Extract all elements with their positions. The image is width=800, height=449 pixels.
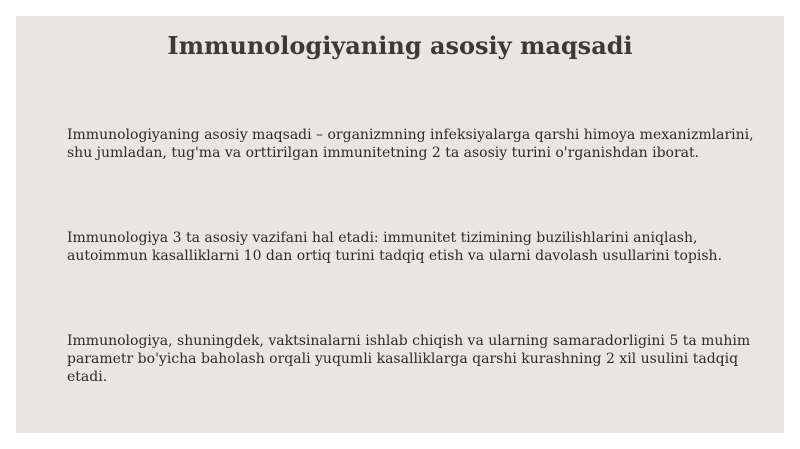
paragraph-goal: Immunologiyaning asosiy maqsadi – organizmning infeksiyalarga qarshi himoya mexanizmlarini, shu jumladan, tug'ma va orttirilgan immunitetning 2 ta asosiy turini o'rganishdan iborat.	[67, 127, 754, 161]
slide-title: Immunologiyaning asosiy maqsadi	[167, 31, 633, 60]
slide	[16, 16, 784, 433]
paragraph-tasks: Immunologiya 3 ta asosiy vazifani hal etadi: immunitet tizimining buzilishlarini aniqlash, autoimmun kasalliklarni 10 dan ortiq turini tadqiq etish va ularni davolash usullarini topish.	[67, 230, 723, 264]
paragraph-vaccines: Immunologiya, shuningdek, vaktsinalarni ishlab chiqish va ularning samaradorligini 5 ta muhim parametr bo'yicha baholash orqali yuqumli kasalliklarga qarshi kurashning 2 xil usulini tadqiq etadi.	[67, 333, 751, 385]
